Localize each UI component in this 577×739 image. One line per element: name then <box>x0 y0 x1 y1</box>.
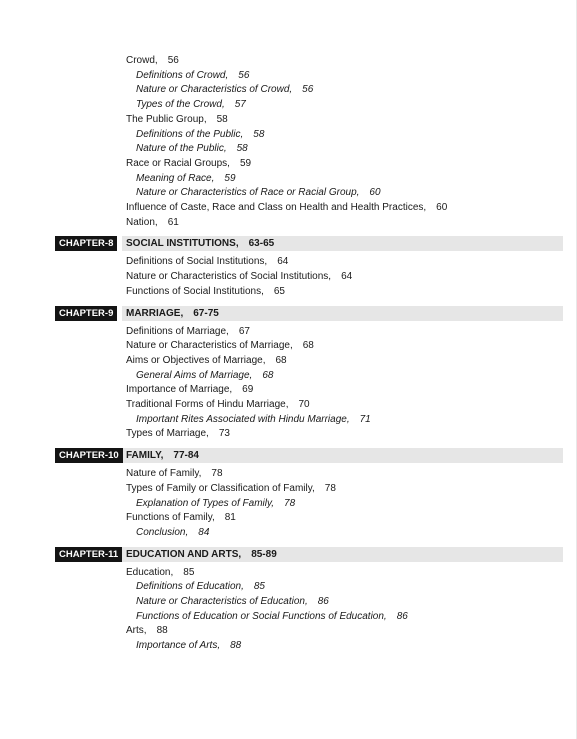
entry-title: Functions of Family, <box>126 512 215 524</box>
toc-subentry <box>136 413 371 426</box>
chapter-title <box>126 306 219 321</box>
entry-page-number: 68 <box>302 340 314 352</box>
entry-title: Functions of Education or Social Functions of Education, <box>136 610 387 622</box>
entry-title: Definitions of Marriage, <box>126 325 229 337</box>
entry-title: Arts, <box>126 625 147 637</box>
entry-title: Nature of the Public, <box>136 143 227 155</box>
toc-entry <box>126 566 194 579</box>
chapter-page-range: 63-65 <box>248 238 275 250</box>
entry-page-number: 56 <box>167 55 179 66</box>
toc-subentry <box>136 142 248 155</box>
chapter-title-text: MARRIAGE, <box>126 307 184 319</box>
toc-entry <box>126 255 288 268</box>
entry-page-number: 56 <box>302 84 314 96</box>
toc-subentry <box>136 580 265 593</box>
toc-entry <box>126 201 447 214</box>
chapter-label: CHAPTER-11 <box>55 547 122 562</box>
entry-page-number: 58 <box>216 113 228 125</box>
toc-entry <box>126 354 287 367</box>
entry-page-number: 56 <box>238 69 250 81</box>
entry-page-number: 86 <box>317 596 329 607</box>
toc-subentry <box>136 69 249 82</box>
entry-page-number: 78 <box>284 497 296 509</box>
entry-page-number: 61 <box>167 216 179 228</box>
entry-page-number: 84 <box>198 526 210 538</box>
chapter-page-range: 85-89 <box>251 548 277 560</box>
entry-page-number: 86 <box>396 610 408 622</box>
entry-title: Nature or Characteristics of Marriage, <box>126 340 293 352</box>
entry-page-number: 64 <box>277 256 289 268</box>
toc-subentry <box>136 186 381 199</box>
entry-page-number: 78 <box>211 468 223 480</box>
toc-subentry <box>136 83 313 96</box>
toc-entry <box>126 216 179 229</box>
entry-title: Types of Family or Classification of Family, <box>126 482 315 494</box>
entry-page-number: 59 <box>224 172 236 184</box>
entry-page-number: 65 <box>273 285 285 297</box>
entry-title: Aims or Objectives of Marriage, <box>126 354 266 366</box>
toc-entry <box>126 624 168 637</box>
entry-title: Explanation of Types of Family, <box>136 497 275 509</box>
entry-page-number: 88 <box>230 640 242 652</box>
toc-entry <box>126 467 223 480</box>
chapter-label: CHAPTER-8 <box>55 236 117 251</box>
chapter-label: CHAPTER-9 <box>55 306 117 321</box>
entry-page-number: 58 <box>236 143 248 155</box>
entry-title: Functions of Social Institutions, <box>126 285 264 297</box>
chapter-page-range: 77-84 <box>173 450 199 462</box>
entry-title: Types of Marriage, <box>126 428 209 440</box>
entry-title: Nature or Characteristics of Education, <box>136 596 308 607</box>
toc-entry <box>126 427 230 440</box>
entry-page-number: 78 <box>324 482 336 494</box>
toc-entry <box>126 285 285 298</box>
toc-subentry <box>136 172 236 185</box>
chapter-title-text: FAMILY, <box>126 450 164 462</box>
entry-title: Crowd, <box>126 55 158 66</box>
toc-entry <box>126 482 336 495</box>
chapter-title-text: SOCIAL INSTITUTIONS, <box>126 238 239 250</box>
toc-subentry <box>136 610 408 623</box>
entry-title: Definitions of the Public, <box>136 128 244 140</box>
entry-page-number: 57 <box>234 99 246 111</box>
toc-subentry <box>136 526 209 539</box>
toc-subentry <box>136 128 264 141</box>
entry-page-number: 64 <box>341 271 353 283</box>
chapter-title <box>126 448 199 463</box>
entry-page-number: 71 <box>359 413 371 425</box>
toc-subentry <box>136 595 329 608</box>
entry-title: Traditional Forms of Hindu Marriage, <box>126 399 289 410</box>
entry-title: Meaning of Race, <box>136 172 215 184</box>
entry-page-number: 60 <box>369 187 381 199</box>
toc-entry <box>126 325 250 338</box>
toc-subentry <box>136 98 246 111</box>
entry-page-number: 58 <box>253 128 265 140</box>
entry-page-number: 73 <box>218 428 230 440</box>
chapter-page-range: 67-75 <box>193 307 219 319</box>
entry-page-number: 69 <box>242 384 254 396</box>
entry-page-number: 68 <box>275 354 287 366</box>
entry-page-number: 67 <box>238 325 250 337</box>
entry-title: Influence of Caste, Race and Class on Health and Health Practices, <box>126 202 427 213</box>
toc-entry <box>126 157 251 170</box>
entry-title: Race or Racial Groups, <box>126 157 230 169</box>
chapter-label: CHAPTER-10 <box>55 448 123 463</box>
chapter-title <box>126 547 277 562</box>
entry-title: Nature or Characteristics of Race or Racial Group, <box>136 187 360 199</box>
entry-title: Definitions of Social Institutions, <box>126 256 268 268</box>
entry-page-number: 88 <box>156 625 168 637</box>
entry-title: Definitions of Crowd, <box>136 69 229 81</box>
entry-title: Education, <box>126 566 174 578</box>
entry-title: General Aims of Marriage, <box>136 369 253 381</box>
entry-page-number: 81 <box>224 512 236 524</box>
entry-title: Importance of Arts, <box>136 640 221 652</box>
chapter-title-text: EDUCATION AND ARTS, <box>126 548 242 560</box>
entry-title: Definitions of Education, <box>136 581 244 593</box>
toc-subentry <box>136 639 241 652</box>
entry-title: Nature or Characteristics of Crowd, <box>136 84 293 96</box>
entry-page-number: 85 <box>253 581 265 593</box>
entry-title: Nature of Family, <box>126 468 202 480</box>
entry-page-number: 59 <box>239 157 252 169</box>
toc-entry <box>126 54 179 67</box>
entry-title: The Public Group, <box>126 113 207 125</box>
chapter-title <box>126 236 274 251</box>
entry-title: Nation, <box>126 216 158 228</box>
toc-entry <box>126 383 253 396</box>
entry-title: Types of the Crowd, <box>136 99 225 111</box>
toc-subentry <box>136 497 295 510</box>
entry-page-number: 70 <box>298 399 310 410</box>
entry-title: Important Rites Associated with Hindu Marriage, <box>136 413 350 425</box>
toc-entry <box>126 398 310 411</box>
entry-title: Nature or Characteristics of Social Institutions, <box>126 271 332 283</box>
entry-title: Importance of Marriage, <box>126 384 233 396</box>
entry-page-number: 85 <box>183 566 195 578</box>
toc-entry <box>126 113 228 126</box>
toc-entry <box>126 511 236 524</box>
toc-subentry <box>136 369 273 382</box>
toc-entry <box>126 270 352 283</box>
entry-page-number: 68 <box>262 369 274 381</box>
entry-page-number: 60 <box>436 202 448 213</box>
entry-title: Conclusion, <box>136 526 189 538</box>
toc-entry <box>126 339 314 352</box>
